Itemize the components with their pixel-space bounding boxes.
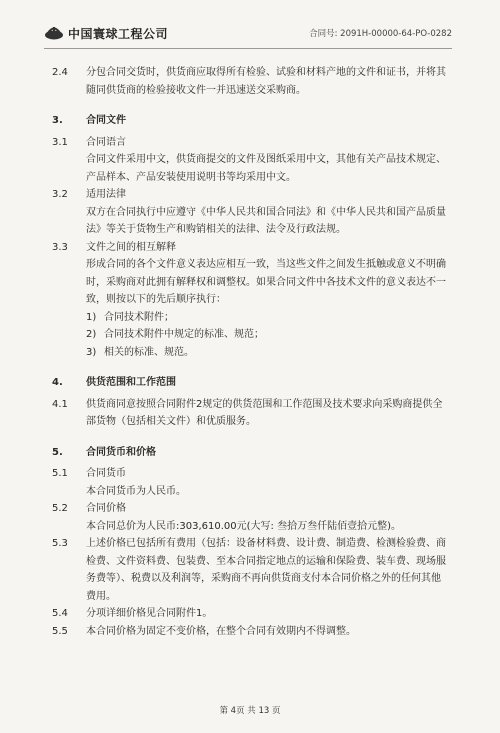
list-item [86, 309, 450, 327]
section-number: 4. [52, 377, 63, 388]
clause-number: 5.3 [52, 538, 68, 549]
clause-text: 上述价格已包括所有费用（包括：设备材料费、设计费、制造费、检测检验费、商检费、文件资料费、包装费、至本合同指定地点的运输和保险费、装车费、现场服务费等）、税费以及利润等，采购商不再向供货商支付本合同价格之外的任何其他费用。 [86, 538, 446, 602]
list-item [86, 326, 450, 344]
section-title: 合同货币和价格 [86, 446, 156, 458]
clause-title: 适用法律 [86, 189, 126, 200]
list-text: 合同技术附件； [104, 311, 174, 323]
clause-3-3 [52, 239, 450, 362]
clause-text: 形成合同的各个文件意义表达应相互一致，当这些文件之间发生抵触或意义不明确时，采购商对此拥有解释权和调整权。如果合同文件中各技术文件的意义表达不一致，则按以下的先后顺序执行： [86, 259, 446, 305]
list-text: 合同技术附件中规定的标准、规范； [104, 329, 264, 340]
clause-title: 文件之间的相互解释 [86, 241, 176, 253]
clause-text: 本合同价格为固定不变价格，在整个合同有效期内不得调整。 [86, 625, 356, 637]
company-logo-icon [44, 26, 64, 40]
clause-text: 双方在合同执行中应遵守《中华人民共和国合同法》和《中华人民共和国产品质量法》等关于货物生产和购销相关的法律、法令及行政法规。 [86, 206, 446, 235]
clause-number: 2.4 [52, 67, 68, 78]
clause-text: 本合同货币为人民币。 [86, 485, 186, 497]
section-number: 5. [52, 446, 63, 458]
clause-number: 5.1 [52, 468, 68, 479]
clause-3-2 [52, 186, 450, 239]
company-name: 中国寰球工程公司 [68, 26, 169, 41]
list-text: 相关的标准、规范。 [104, 346, 194, 358]
clause-4-1 [52, 396, 450, 431]
clause-number: 3.3 [52, 241, 68, 253]
company-brand [44, 25, 168, 42]
clause-number: 5.4 [52, 608, 68, 619]
clause-2-4 [52, 64, 450, 99]
list-number: 1) [86, 311, 97, 323]
contract-number: 合同号: 2091H-00000-64-PO-0282 [309, 29, 452, 39]
section-5 [52, 444, 450, 462]
page-header [44, 18, 452, 49]
clause-5-5 [52, 623, 450, 641]
clause-number: 5.5 [52, 625, 68, 637]
list-item [86, 344, 450, 362]
clause-5-4 [52, 605, 450, 623]
clause-title: 合同货币 [86, 468, 126, 479]
clause-text: 分包合同交货时，供货商应取得所有检验、试验和材料产地的文件和证书，并将其随同供货商的检验接收文件一并迅速送交采购商。 [86, 67, 446, 96]
clause-5-3 [52, 535, 450, 605]
clause-text: 本合同总价为人民币:303,610.00元(大写: 叁拾万叁仟陆佰壹拾元整)。 [86, 520, 401, 532]
clause-text: 分项详细价格见合同附件1。 [86, 608, 213, 619]
clause-number: 3.1 [52, 136, 68, 148]
clause-3-1 [52, 134, 450, 187]
list-number: 3) [86, 346, 97, 358]
clause-title: 合同价格 [86, 503, 126, 514]
clause-number: 5.2 [52, 503, 68, 514]
clause-5-1 [52, 465, 450, 500]
clause-title: 合同语言 [86, 136, 126, 148]
clause-5-2 [52, 500, 450, 535]
section-title: 合同文件 [86, 115, 126, 126]
list-number: 2) [86, 329, 97, 340]
clause-number: 3.2 [52, 189, 68, 200]
section-title: 供货范围和工作范围 [86, 377, 176, 388]
page-footer: 第 4页 共 13 页 [219, 706, 281, 716]
section-3 [52, 112, 450, 130]
clause-number: 4.1 [52, 398, 68, 410]
document-body [52, 64, 450, 640]
clause-text: 合同文件采用中文，供货商提交的文件及图纸采用中文，其他有关产品技术规定、产品样本、产品安装使用说明书等均采用中文。 [86, 154, 446, 183]
section-number: 3. [52, 115, 63, 126]
section-4 [52, 374, 450, 392]
clause-text: 供货商同意按照合同附件2规定的供货范围和工作范围及技术要求向采购商提供全部货物（包括相关文件）和优质服务。 [86, 398, 443, 427]
